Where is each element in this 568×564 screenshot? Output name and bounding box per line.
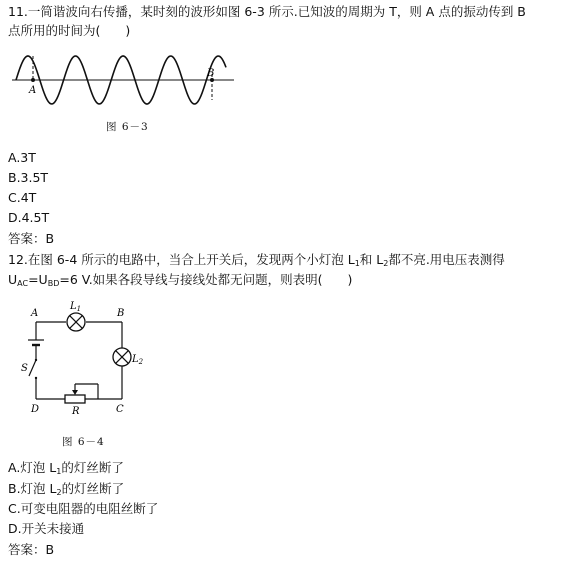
- q11-option-d: D.4.5T: [8, 210, 50, 225]
- node-c-label: C: [116, 404, 124, 415]
- q11-text-line2: 点所用的时间为( ): [8, 23, 131, 38]
- q12-answer: 答案：B: [8, 542, 55, 557]
- q12-option-d: D.开关未接通: [8, 521, 85, 536]
- lamp-l1-label: $L_1$: [70, 301, 82, 313]
- q11-answer: 答案：B: [8, 231, 55, 246]
- switch-icon: [29, 359, 37, 379]
- rheostat-label: R: [72, 406, 80, 417]
- q12-option-b: B.灯泡 $L_2$的灯丝断了: [8, 481, 125, 497]
- battery-icon: [28, 340, 44, 345]
- point-a-label: A: [29, 85, 37, 96]
- q12-text-line2: $U_{AC}=U_{BD}=6$ V.如果各段导线与接线处都无问题，则表明( ): [8, 272, 353, 288]
- q12-option-c: C.可变电阻器的电阻丝断了: [8, 501, 159, 516]
- node-a-label: A: [31, 308, 39, 319]
- q12-option-a: A.灯泡 $L_1$的灯丝断了: [8, 460, 124, 476]
- point-a-dot: [31, 78, 35, 82]
- q11-option-a: A.3T: [8, 150, 36, 165]
- switch-label: S: [21, 363, 28, 374]
- figure-6-4-caption: 图 6－4: [62, 436, 105, 448]
- rheostat-icon: [65, 384, 98, 403]
- q11-text-line1: 11.一简谐波向右传播，某时刻的波形如图 6-3 所示.已知波的周期为 T，则 A 点的振动传到 B: [8, 4, 526, 19]
- lamp-l2-icon: [113, 348, 131, 366]
- node-b-label: B: [117, 308, 125, 319]
- q11-option-c: C.4T: [8, 190, 37, 205]
- wave-figure: [10, 46, 235, 106]
- node-d-label: D: [31, 404, 40, 415]
- lamp-l2-label: $L_2$: [132, 354, 144, 366]
- circuit-figure: [18, 296, 158, 418]
- point-b-label: B: [207, 68, 215, 79]
- lamp-l1-icon: [67, 313, 85, 331]
- figure-6-3-caption: 图 6－3: [106, 121, 149, 133]
- q12-text-line1: 12.在图 6-4 所示的电路中，当合上开关后，发现两个小灯泡 $L_1$和 $L_2$都不亮.用电压表测得: [8, 252, 505, 268]
- q11-option-b: B.3.5T: [8, 170, 49, 185]
